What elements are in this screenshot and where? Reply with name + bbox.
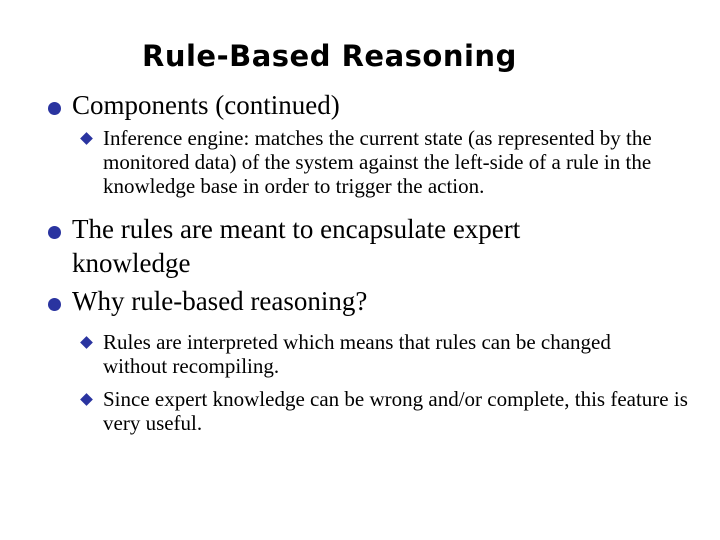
bullet-diamond-icon (80, 393, 93, 406)
bullet-dot-icon (48, 298, 61, 311)
sub-bullet-inference-engine (103, 126, 693, 198)
sub-bullet-expert-knowledge (103, 387, 695, 435)
sub-bullet-text: Rules are interpreted which means that rules can be changed without recompiling. (103, 330, 611, 378)
sub-bullet-text: Inference engine: matches the current state (as represented by the monitored data) of the system against the left-side of a rule in the knowledge base in order to trigger the action. (103, 126, 652, 198)
bullet-text: Why rule-based reasoning? (72, 286, 368, 316)
bullet-diamond-icon (80, 336, 93, 349)
sub-bullet-rules-interpreted (103, 330, 623, 378)
bullet-item-rules-encapsulate (72, 212, 632, 280)
bullet-diamond-icon (80, 132, 93, 145)
sub-bullet-text: Since expert knowledge can be wrong and/or complete, this feature is very useful. (103, 387, 688, 435)
bullet-text: The rules are meant to encapsulate expert knowledge (72, 214, 521, 278)
bullet-item-components (72, 88, 692, 122)
slide-title: Rule-Based Reasoning (142, 39, 517, 73)
bullet-text: Components (continued) (72, 90, 340, 120)
bullet-item-why-rule-based (72, 284, 692, 318)
bullet-dot-icon (48, 102, 61, 115)
bullet-dot-icon (48, 226, 61, 239)
